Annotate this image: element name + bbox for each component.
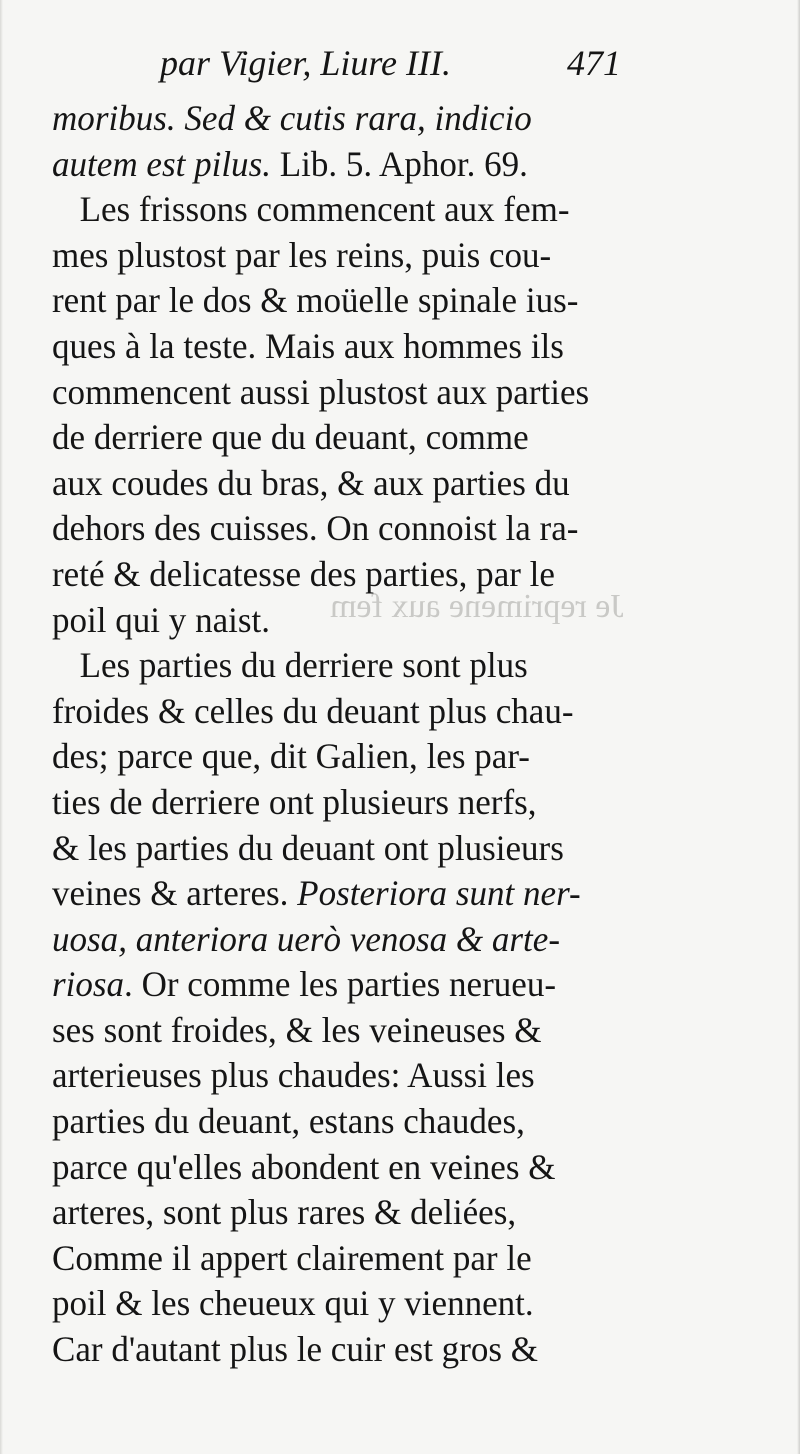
text-line: Les parties du derriere sont plus [79, 645, 528, 686]
text-line: Les frissons commencent aux fem- [79, 189, 570, 230]
text-line: ties de derriere ont plusieurs nerfs, [52, 781, 537, 822]
text-line: de derriere que du deuant, comme [52, 417, 529, 458]
text-line: parties du deuant, estans chaudes, [52, 1101, 525, 1142]
text-line: riosa. Or comme les parties nerueu- [52, 964, 557, 1005]
text-line: commencent aussi plustost aux parties [52, 371, 590, 412]
text-line: moribus. Sed & cutis rara, indicio [52, 98, 532, 138]
text-line: veines & arteres. Posteriora sunt ner- [52, 873, 581, 914]
text-line: rent par le dos & moüelle spinale ius- [52, 280, 579, 321]
text-line: froides & celles du deuant plus chau- [52, 690, 574, 731]
page-header [160, 42, 680, 90]
text-line: parce qu'elles abondent en veines & [52, 1146, 556, 1187]
text-line: poil qui y naist. [52, 599, 271, 640]
text-line: reté & delicatesse des parties, par le [52, 553, 555, 594]
text-line: des; parce que, dit Galien, les par- [52, 736, 530, 777]
text-line: ques à la teste. Mais aux hommes ils [52, 325, 564, 366]
text-line: mes plustost par les reins, puis cou- [52, 234, 552, 275]
text-line: poil & les cheueux qui y viennent. [52, 1283, 534, 1324]
page-number: 471 [567, 43, 621, 83]
text-line: Comme il appert clairement par le [52, 1237, 532, 1278]
text-line: & les parties du deuant ont plusieurs [52, 827, 564, 868]
text-line: arteres, sont plus rares & deliées, [52, 1192, 517, 1233]
text-line: dehors des cuisses. On connoist la ra- [52, 508, 579, 549]
text-line: Car d'autant plus le cuir est gros & [52, 1329, 539, 1370]
text-line: uosa, anteriora uerò venosa & arte- [52, 918, 561, 959]
text-line: autem est pilus. Lib. 5. Aphor. 69. [52, 143, 528, 184]
text-line: aux coudes du bras, & aux parties du [52, 462, 570, 503]
text-line: ses sont froides, & les veineuses & [52, 1009, 542, 1050]
bleed-through-ghost-text: Je reprimene aux fem [330, 588, 624, 625]
running-title: par Vigier, Liure III. [160, 43, 451, 83]
text-line: arterieuses plus chaudes: Aussi les [52, 1055, 535, 1096]
page-edge-shadow [0, 0, 3, 1454]
body-text [52, 96, 672, 1373]
